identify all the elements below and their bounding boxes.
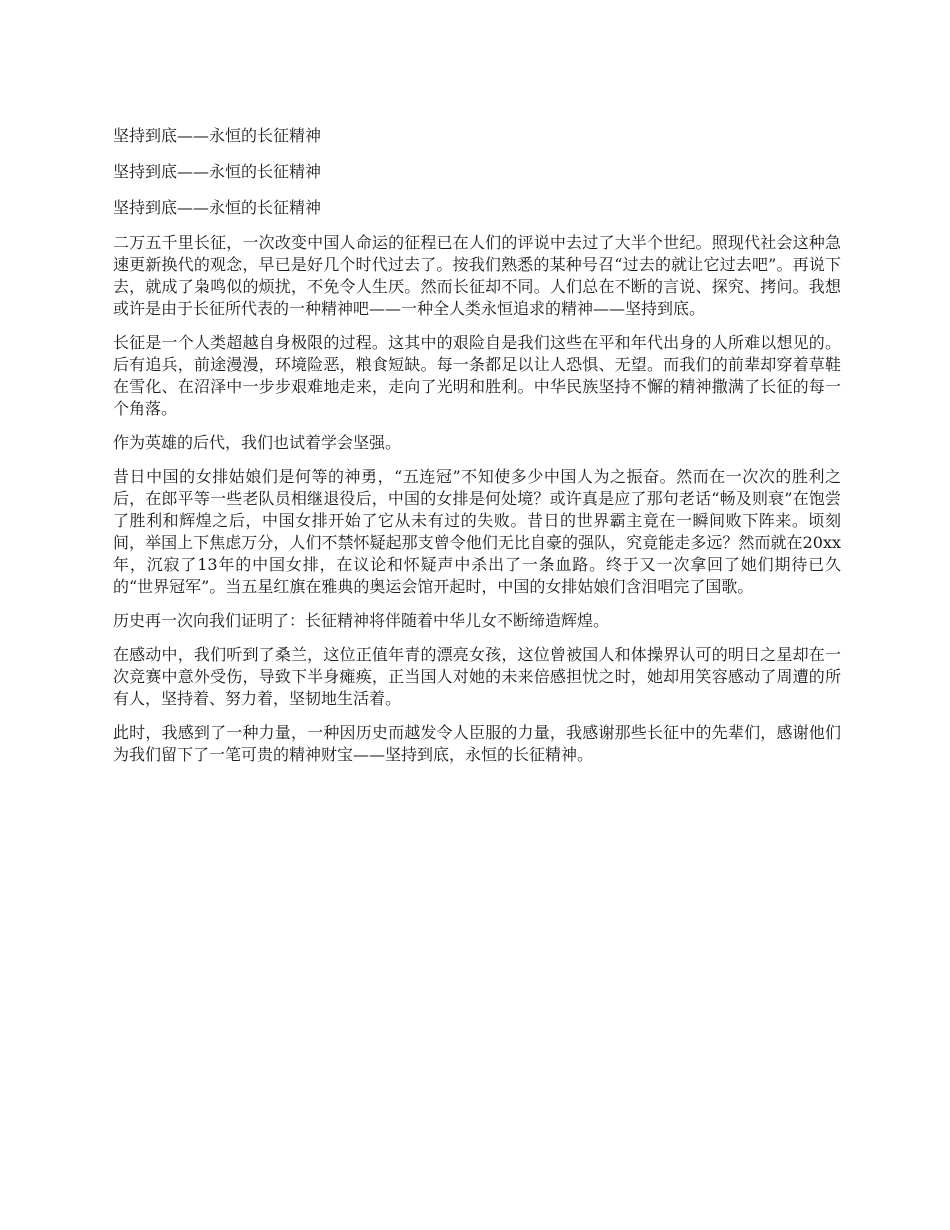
title-line-2: 坚持到底——永恒的长征精神 bbox=[113, 162, 322, 181]
paragraph-womens-volleyball: 昔日中国的女排姑娘们是何等的神勇，“五连冠”不知使多少中国人为之振奋。然而在一次次的胜利之后，在郎平等一些老队员相继退役后，中国的女排是何处境？或许真是应了那句老话“畅及则衰”在饱尝了胜利和辉煌之后，中国女排开始了它从未有过的失败。昔日的世界霸主竟在一瞬间败下阵来。顷刻间，举国上下焦虑万分，人们不禁怀疑起那支曾令他们无比自豪的强队，究竟能走多远？然而就在20xx年，沉寂了13年的中国女排，在议论和怀疑声中杀出了一条血路。终于又一次拿回了她们期待已久的“世界冠军”。当五星红旗在雅典的奥运会馆开起时，中国的女排姑娘们含泪唱完了国歌。 bbox=[113, 467, 841, 596]
title-line-1: 坚持到底——永恒的长征精神 bbox=[113, 126, 322, 145]
paragraph-intro: 二万五千里长征，一次改变中国人命运的征程已在人们的评说中去过了大半个世纪。照现代社会这种急速更新换代的观念，早已是好几个时代过去了。按我们熟悉的某种号召“过去的就让它过去吧”。再说下去，就成了枭鸣似的烦扰，不免令人生厌。然而长征却不同。人们总在不断的言说、探究、拷问。我想或许是由于长征所代表的一种精神吧——一种全人类永恒追求的精神——坚持到底。 bbox=[113, 233, 841, 318]
document-page bbox=[113, 124, 841, 778]
paragraph-sang-lan: 在感动中，我们听到了桑兰，这位正值年青的漂亮女孩，这位曾被国人和体操界认可的明日之星却在一次竞赛中意外受伤，导致下半身瘫痪，正当国人对她的未来倍感担忧之时，她却用笑容感动了周遭的所有人，坚持着、努力着，坚韧地生活着。 bbox=[113, 645, 841, 708]
paragraph-conclusion: 此时，我感到了一种力量，一种因历史而越发令人臣服的力量，我感谢那些长征中的先辈们，感谢他们为我们留下了一笔可贵的精神财宝——坚持到底，永恒的长征精神。 bbox=[113, 723, 841, 764]
title-line-3: 坚持到底——永恒的长征精神 bbox=[113, 198, 322, 217]
paragraph-long-march: 长征是一个人类超越自身极限的过程。这其中的艰险自是我们这些在平和年代出身的人所难以想见的。后有追兵，前途漫漫，环境险恶，粮食短缺。每一条都足以让人恐惧、无望。而我们的前辈却穿着草鞋在雪化、在沼泽中一步步艰难地走来，走向了光明和胜利。中华民族坚持不懈的精神撒满了长征的每一个角落。 bbox=[113, 333, 841, 418]
paragraph-heroes-descendants: 作为英雄的后代，我们也试着学会坚强。 bbox=[113, 433, 402, 452]
paragraph-history-proof: 历史再一次向我们证明了：长征精神将伴随着中华儿女不断缔造辉煌。 bbox=[113, 611, 610, 630]
